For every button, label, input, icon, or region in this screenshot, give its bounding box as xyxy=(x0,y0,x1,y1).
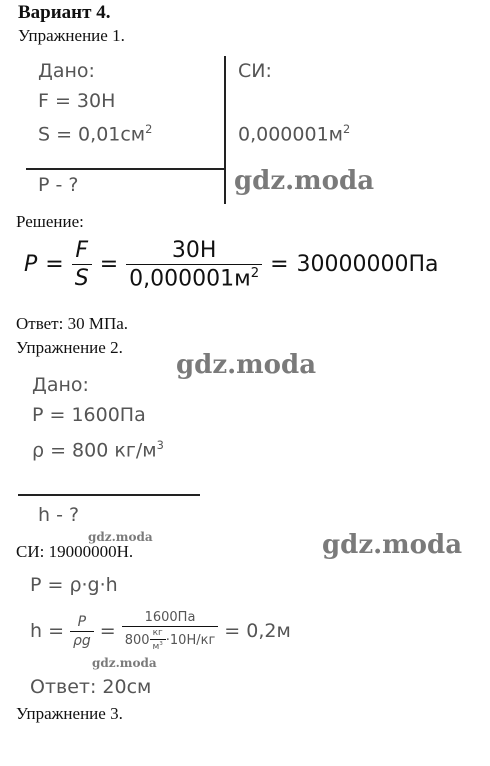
ex1-given-force: F = 30Н xyxy=(38,90,116,112)
ex1-given-area: $S = 0,01см^2$ xyxy=(38,122,153,146)
watermark: gdz.moda xyxy=(234,166,375,196)
formula-equals: = xyxy=(270,252,289,278)
ex2-result: = 0,2м xyxy=(224,620,291,642)
ex2-si: СИ: 19000000Н. xyxy=(16,542,134,561)
ex2-answer: Ответ: 20см xyxy=(30,676,152,698)
formula-fraction-f-over-s: $\frac{F}{S}$ xyxy=(72,238,92,291)
ex2-given-density: ρ = 800 $кг/м^3$ xyxy=(32,438,164,462)
ex2-fraction-values: 1600Па 800 $\frac{кг}{м^3}$ ·10Н/кг xyxy=(122,610,219,652)
ex1-si-label: СИ: xyxy=(238,60,272,82)
watermark: gdz.moda xyxy=(176,350,317,380)
ex2-equals: = xyxy=(99,620,116,642)
ex1-find: Р - ? xyxy=(38,174,79,196)
watermark: gdz.moda xyxy=(322,530,463,560)
formula-pressure-symbol: P xyxy=(24,252,38,278)
ex1-solution-label: Решение: xyxy=(16,212,84,231)
ex2-divider xyxy=(18,494,200,496)
ex2-given-pressure: Р = 1600Па xyxy=(32,404,146,426)
formula-equals: = xyxy=(45,252,64,278)
ex2-given-label: Дано: xyxy=(32,374,89,396)
watermark: gdz.moda xyxy=(92,656,157,670)
variant-heading: Вариант 4. xyxy=(18,2,111,23)
ex1-si-value: $0,000001м^2$ xyxy=(238,122,351,146)
ex1-table-vertical-divider xyxy=(224,56,226,204)
formula-fraction-values: $\frac{30Н}{0,000001м^2}$ xyxy=(126,238,262,291)
ex2-height-lhs: h = xyxy=(30,620,65,642)
formula-result: 30000000Па xyxy=(296,252,439,278)
ex1-table-horizontal-divider xyxy=(26,168,226,170)
ex2-fraction-p-over-rhog: $\frac{P}{\rho g}$ xyxy=(70,614,94,649)
ex1-answer: Ответ: 30 МПа. xyxy=(16,314,129,333)
exercise-2-label: Упражнение 2. xyxy=(16,338,123,357)
watermark: gdz.moda xyxy=(88,530,153,544)
ex1-formula xyxy=(24,238,439,291)
exercise-1-label: Упражнение 1. xyxy=(18,26,125,45)
ex1-given-label: Дано: xyxy=(38,60,95,82)
ex2-find: h - ? xyxy=(38,504,80,526)
exercise-3-label: Упражнение 3. xyxy=(16,704,123,723)
ex2-equation-pressure: Р = ρ·g·h xyxy=(30,574,118,596)
formula-equals: = xyxy=(99,252,119,278)
ex2-equation-height xyxy=(30,610,291,652)
